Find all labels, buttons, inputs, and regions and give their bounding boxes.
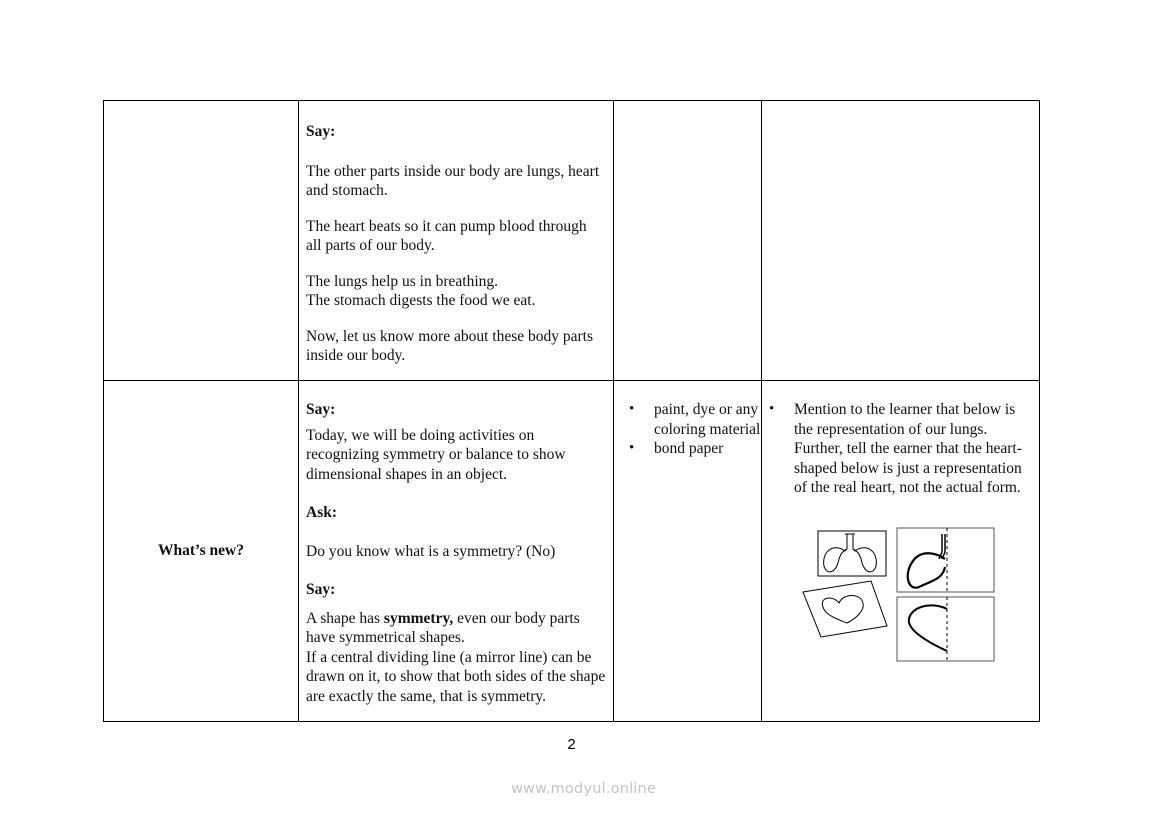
lesson-plan-table xyxy=(103,100,1040,722)
table-row xyxy=(104,101,1040,381)
lungs-card-icon xyxy=(818,531,886,576)
symmetry-illustration xyxy=(799,519,999,664)
procedure-cell xyxy=(299,381,614,722)
definition-paragraph xyxy=(306,609,606,648)
section-label: What’s new? xyxy=(158,542,244,560)
notes-list xyxy=(762,400,1039,498)
watermark: www.modyul.online xyxy=(510,781,657,797)
section-label-cell xyxy=(104,101,299,381)
definition-paragraph: If a central dividing line (a mirror line) can be drawn on it, to show that both sides of the shape are exactly the same, that is symmetry. xyxy=(306,648,606,705)
heart-card-icon xyxy=(803,581,887,637)
notes-cell xyxy=(762,101,1040,381)
half-lung-panel-icon xyxy=(897,528,994,592)
procedure-cell xyxy=(299,101,614,381)
materials-cell xyxy=(614,381,762,722)
procedure-paragraph: The heart beats so it can pump blood through all parts of our body. xyxy=(306,217,587,254)
definition-term: symmetry, xyxy=(383,609,454,627)
say-label: Say: xyxy=(306,123,336,140)
materials-cell xyxy=(614,101,762,381)
half-heart-panel-icon xyxy=(897,597,994,661)
procedure-paragraph: The stomach digests the food we eat. xyxy=(306,292,536,309)
notes-cell xyxy=(762,381,1040,722)
procedure-paragraph: The other parts inside our body are lungs, heart and stomach. xyxy=(306,162,600,199)
procedure-paragraph: Now, let us know more about these body parts inside our body. xyxy=(306,327,593,364)
list-item: • paint, dye or any coloring material xyxy=(654,400,761,439)
list-item: • bond paper xyxy=(654,439,761,459)
procedure-paragraph: Today, we will be doing activities on recognizing symmetry or balance to show dimensional shapes in an object. xyxy=(306,426,566,483)
say-label: Say: xyxy=(306,401,336,418)
list-item: • Mention to the learner that below is the representation of our lungs. Further, tell the earner that the heart-shaped below is just a representation of the real heart, not the actual form. xyxy=(794,400,1033,498)
definition-text: A shape has xyxy=(306,609,384,627)
materials-list xyxy=(614,400,761,459)
say-label: Say: xyxy=(306,581,336,598)
section-label-cell xyxy=(104,381,299,722)
table-row xyxy=(104,381,1040,722)
definition-text: even our body parts have symmetrical shapes. xyxy=(306,609,580,646)
ask-label: Ask: xyxy=(306,504,338,521)
page-number: 2 xyxy=(567,736,576,753)
procedure-paragraph: The lungs help us in breathing. xyxy=(306,272,498,290)
question-text: Do you know what is a symmetry? (No) xyxy=(306,542,556,560)
